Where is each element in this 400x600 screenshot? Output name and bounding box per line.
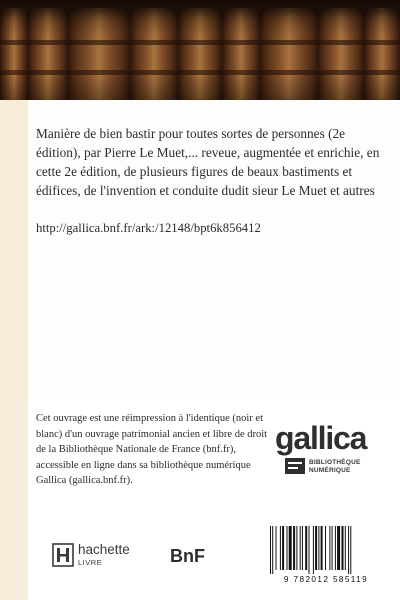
gallica-subtitle-line: BIBLIOTHÈQUE [309,459,361,466]
barcode-bar [318,526,319,570]
barcode-bar [345,526,346,570]
barcode-bar [325,526,326,570]
barcode-bar [329,526,330,570]
barcode-bar [315,526,317,570]
barcode-bar [272,526,273,574]
gallica-logo [275,421,385,481]
barcode-bars [268,526,384,574]
barcode-bar [309,526,310,574]
barcode-bar [270,526,271,574]
shelf-shadow [0,0,400,100]
book-title: Manière de bien bastir pour toutes sortes de personnes (2e édition), par Pierre Le Muet,... reveue, augmentée et enrichie, en cette 2e édition, de plusieurs figures de beaux bastiments et édifices, de l'invention et conduite dudit sieur Le Muet et autres [36,126,380,198]
hachette-logo [52,541,142,569]
barcode-bar [332,526,333,570]
barcode-bar [350,526,351,574]
hachette-h-icon [52,543,74,567]
barcode-bar [305,526,307,570]
gallica-wordmark: gallica [275,420,367,456]
barcode-bar [348,526,349,574]
barcode-bar [313,526,314,574]
barcode-bar [300,526,301,570]
barcode-bar [337,526,340,570]
gallica-flag-icon [285,458,305,474]
isbn-barcode [264,522,388,590]
barcode-bar [282,526,284,570]
barcode-bar [276,526,277,570]
barcode-bar [335,526,336,570]
hachette-wordmark: hachette [78,542,130,557]
gallica-subtitle [309,459,361,475]
barcode-bar [302,526,303,570]
isbn-number: 9 782012 585119 [283,575,369,584]
barcode-bar [293,526,295,570]
reprint-notice: Cet ouvrage est une réimpression à l'identique (noir et blanc) d'un ouvrage patrimonial ancien et libre de droit de la Bibliothèque Nationale de France (bnf.fr), accessible en ligne dans sa bibliothèque numérique Gallica (gallica.bnf.fr). [36,413,268,486]
bookshelf-photo [0,0,400,100]
barcode-bar [280,526,281,570]
bnf-logo: BnF [170,546,205,566]
barcode-bar [321,526,323,570]
barcode-bar [296,526,297,570]
gallica-subtitle-line: NUMÉRIQUE [309,467,351,474]
barcode-bar [342,526,344,570]
gallica-url: http://gallica.bnf.fr/ark:/12148/bpt6k856412 [36,221,261,235]
hachette-subtitle: LIVRE [78,558,103,567]
barcode-bar [289,526,292,570]
barcode-bar [287,526,288,570]
